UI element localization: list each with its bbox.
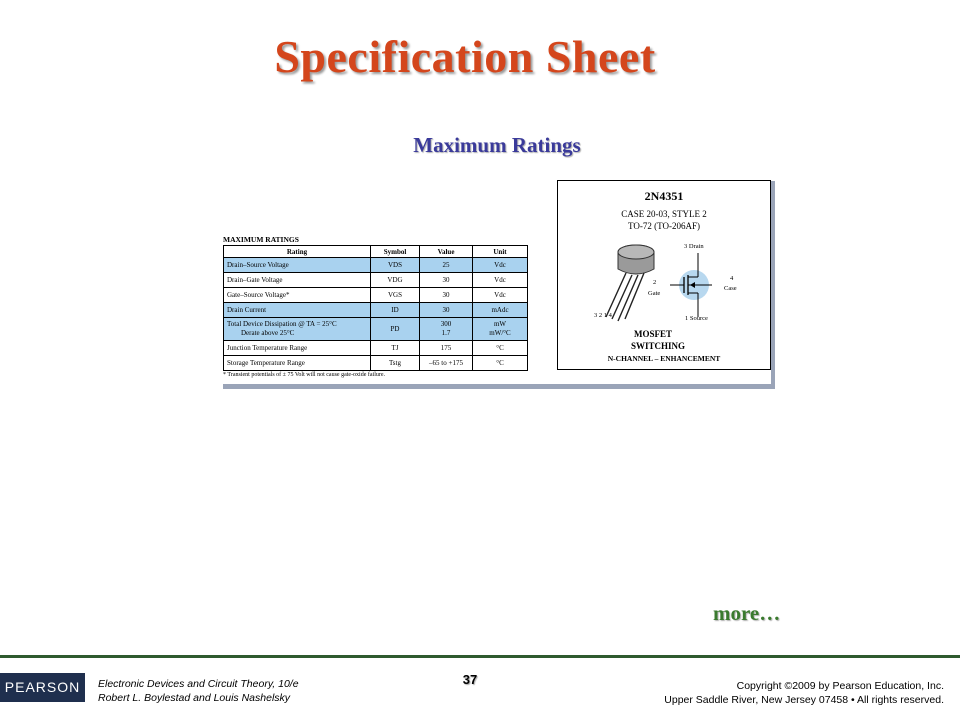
unit-cell: mAdc: [473, 303, 528, 318]
pin-case-label: Case: [724, 285, 737, 292]
value-subline: 1.7: [441, 329, 451, 337]
value-cell: [420, 318, 473, 341]
value-cell: 30: [420, 288, 473, 303]
table-row: [224, 341, 528, 356]
value-cell: 175: [420, 341, 473, 356]
symbol-cell: ID: [371, 303, 420, 318]
device-function: SWITCHING: [631, 341, 686, 351]
col-header-unit: Unit: [473, 246, 528, 258]
symbol-cell: VGS: [371, 288, 420, 303]
pin-gate-label: Gate: [648, 290, 661, 297]
symbol-cell: Tstg: [371, 356, 420, 371]
rating-cell: Drain–Gate Voltage: [224, 273, 371, 288]
part-number: 2N4351: [644, 189, 684, 203]
ratings-grid: [223, 245, 528, 371]
slide-subtitle: Maximum Ratings: [413, 133, 581, 157]
value-cell: 25: [420, 258, 473, 273]
rating-cell: Drain–Source Voltage: [224, 258, 371, 273]
more-link[interactable]: more…: [713, 601, 781, 625]
symbol-cell: VDG: [371, 273, 420, 288]
rating-line: Total Device Dissipation @ TA = 25°C: [227, 320, 337, 328]
unit-cell: °C: [473, 356, 528, 371]
copyright-line-1: Copyright ©2009 by Pearson Education, Inc.: [736, 680, 944, 692]
symbol-cell: TJ: [371, 341, 420, 356]
case-line-2: TO-72 (TO-206AF): [628, 221, 700, 231]
pearson-logo: PEARSON: [0, 673, 85, 702]
rating-subline: Derate above 25°C: [241, 329, 295, 337]
value-cell: 30: [420, 303, 473, 318]
mosfet-symbol-icon: [668, 251, 728, 319]
col-header-rating: Rating: [224, 246, 371, 258]
slide-title: Specification Sheet: [274, 31, 656, 82]
device-info-box: [557, 180, 771, 370]
device-channel: N-CHANNEL – ENHANCEMENT: [607, 354, 721, 363]
pin-drain-label: 3 Drain: [684, 243, 704, 250]
unit-cell: Vdc: [473, 273, 528, 288]
pin-case-number: 4: [730, 275, 734, 282]
table-row: [224, 288, 528, 303]
unit-cell: Vdc: [473, 288, 528, 303]
rating-cell: [224, 318, 371, 341]
unit-cell: Vdc: [473, 258, 528, 273]
col-header-symbol: Symbol: [371, 246, 420, 258]
table-row: [224, 258, 528, 273]
figure-shadow-bottom: [223, 384, 775, 389]
table-row: [224, 356, 528, 371]
symbol-cell: VDS: [371, 258, 420, 273]
table-row: [224, 318, 528, 341]
figure-shadow-right: [771, 181, 775, 389]
footer-divider: [0, 655, 960, 658]
ratings-footnote: * Transient potentials of ± 75 Volt will not cause gate-oxide failure.: [223, 372, 386, 378]
unit-cell: [473, 318, 528, 341]
rating-cell: Storage Temperature Range: [224, 356, 371, 371]
unit-subline: mW/°C: [489, 329, 511, 337]
ratings-header-row: [224, 246, 528, 258]
col-header-value: Value: [420, 246, 473, 258]
pin-gate-number: 2: [653, 279, 657, 286]
table-row: [224, 303, 528, 318]
value-line: 300: [440, 320, 452, 328]
book-title: Electronic Devices and Circuit Theory, 10/e: [98, 678, 299, 690]
case-line-1: CASE 20-03, STYLE 2: [621, 209, 707, 219]
device-type: MOSFET: [634, 329, 673, 339]
rating-cell: Drain Current: [224, 303, 371, 318]
rating-cell: Junction Temperature Range: [224, 341, 371, 356]
symbol-cell: PD: [371, 318, 420, 341]
ratings-heading: MAXIMUM RATINGS: [223, 235, 299, 244]
value-cell: –65 to +175: [420, 356, 473, 371]
copyright-line-2: Upper Saddle River, New Jersey 07458 • All rights reserved.: [664, 694, 944, 706]
page-number: 37: [462, 672, 478, 687]
book-authors: Robert L. Boylestad and Louis Nashelsky: [98, 692, 291, 704]
maximum-ratings-table: [223, 235, 528, 378]
value-cell: 30: [420, 273, 473, 288]
table-row: [224, 273, 528, 288]
pin-source-label: 1 Source: [685, 315, 708, 322]
lead-labels: 3 2 1 4: [594, 312, 612, 319]
unit-cell: °C: [473, 341, 528, 356]
rating-cell: Gate–Source Voltage*: [224, 288, 371, 303]
unit-line: mW: [493, 320, 507, 328]
